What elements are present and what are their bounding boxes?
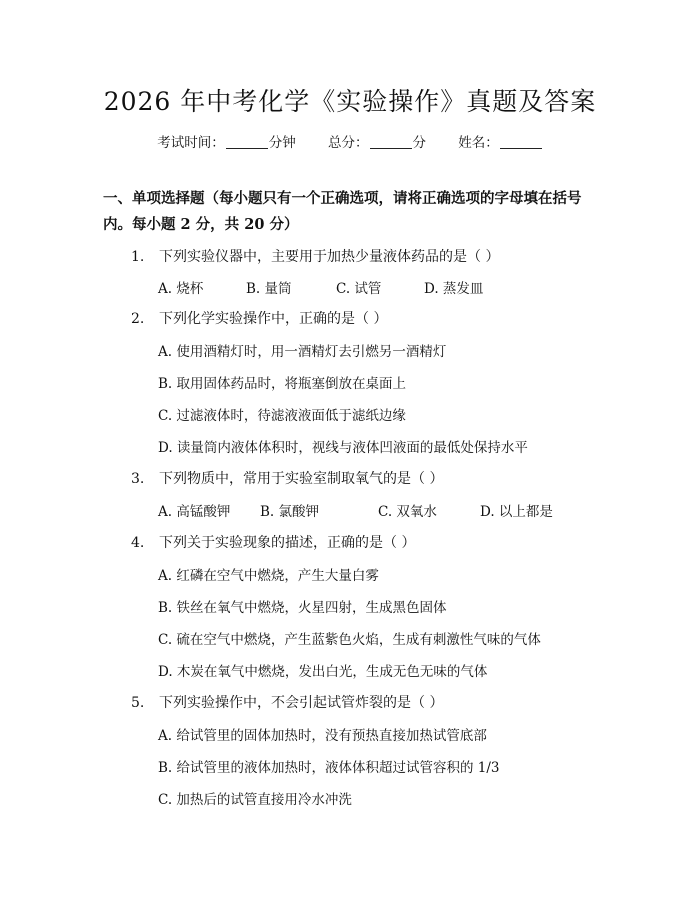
option-a: A. 红磷在空气中燃烧，产生大量白雾 <box>158 568 379 584</box>
page-title: 2026 年中考化学《实验操作》真题及答案 <box>103 87 597 116</box>
option-b: B. 铁丝在氧气中燃烧，火星四射，生成黑色固体 <box>158 600 447 616</box>
question-number: 4. <box>131 535 145 551</box>
total-score-blank <box>370 135 412 149</box>
exam-time-label: 考试时间： <box>157 135 225 151</box>
name-label: 姓名： <box>458 135 499 151</box>
question-text: 下列实验仪器中，主要用于加热少量液体药品的是（ ） <box>159 249 500 265</box>
option-a: A. 给试管里的固体加热时，没有预热直接加热试管底部 <box>158 728 487 744</box>
section-heading: 一、单项选择题（每小题只有一个正确选项，请将正确选项的字母填在括号内。每小题 2 分，共 20 分） <box>103 190 582 233</box>
total-score-unit: 分 <box>412 135 426 151</box>
exam-time-field <box>157 131 296 151</box>
question-number: 1. <box>131 249 145 265</box>
question-number: 5. <box>131 695 145 711</box>
exam-time-blank <box>226 135 268 149</box>
option-c: C. 加热后的试管直接用冷水冲洗 <box>158 792 352 808</box>
question-text: 下列化学实验操作中，正确的是（ ） <box>159 311 388 327</box>
exam-time-unit: 分钟 <box>268 135 296 151</box>
option-a: A. 使用酒精灯时，用一酒精灯去引燃另一酒精灯 <box>158 344 447 360</box>
question-number: 2. <box>131 311 145 327</box>
option-a: A. 烧杯 <box>158 281 204 297</box>
option-c: C. 过滤液体时，待滤液液面低于滤纸边缘 <box>158 408 406 424</box>
question-text: 下列物质中，常用于实验室制取氧气的是（ ） <box>159 471 444 487</box>
question-text: 下列关于实验现象的描述，正确的是（ ） <box>159 535 416 551</box>
exam-info-line <box>0 131 700 151</box>
option-d: D. 以上都是 <box>480 504 553 520</box>
option-b: B. 取用固体药品时，将瓶塞倒放在桌面上 <box>158 376 407 392</box>
question-4 <box>131 532 415 552</box>
option-b: B. 氯酸钾 <box>260 504 320 520</box>
option-d: D. 读量筒内液体体积时，视线与液体凹液面的最低处保持水平 <box>158 440 528 456</box>
option-c: C. 双氧水 <box>378 504 437 520</box>
option-b: B. 给试管里的液体加热时，液体体积超过试管容积的 1/3 <box>158 760 500 776</box>
option-b: B. 量筒 <box>246 281 292 297</box>
question-2 <box>131 308 387 328</box>
option-c: C. 硫在空气中燃烧，产生蓝紫色火焰，生成有刺激性气味的气体 <box>158 632 541 648</box>
option-d: D. 蒸发皿 <box>424 281 484 297</box>
name-field <box>458 131 543 151</box>
option-c: C. 试管 <box>336 281 382 297</box>
question-number: 3. <box>131 471 145 487</box>
option-d: D. 木炭在氧气中燃烧，发出白光，生成无色无味的气体 <box>158 664 488 680</box>
question-text: 下列实验操作中，不会引起试管炸裂的是（ ） <box>159 695 444 711</box>
name-blank <box>500 135 542 149</box>
question-1 <box>131 246 499 266</box>
question-3 <box>131 468 443 488</box>
question-5 <box>131 692 443 712</box>
option-a: A. 高锰酸钾 <box>158 504 231 520</box>
total-score-label: 总分： <box>328 135 369 151</box>
total-score-field <box>328 131 426 151</box>
